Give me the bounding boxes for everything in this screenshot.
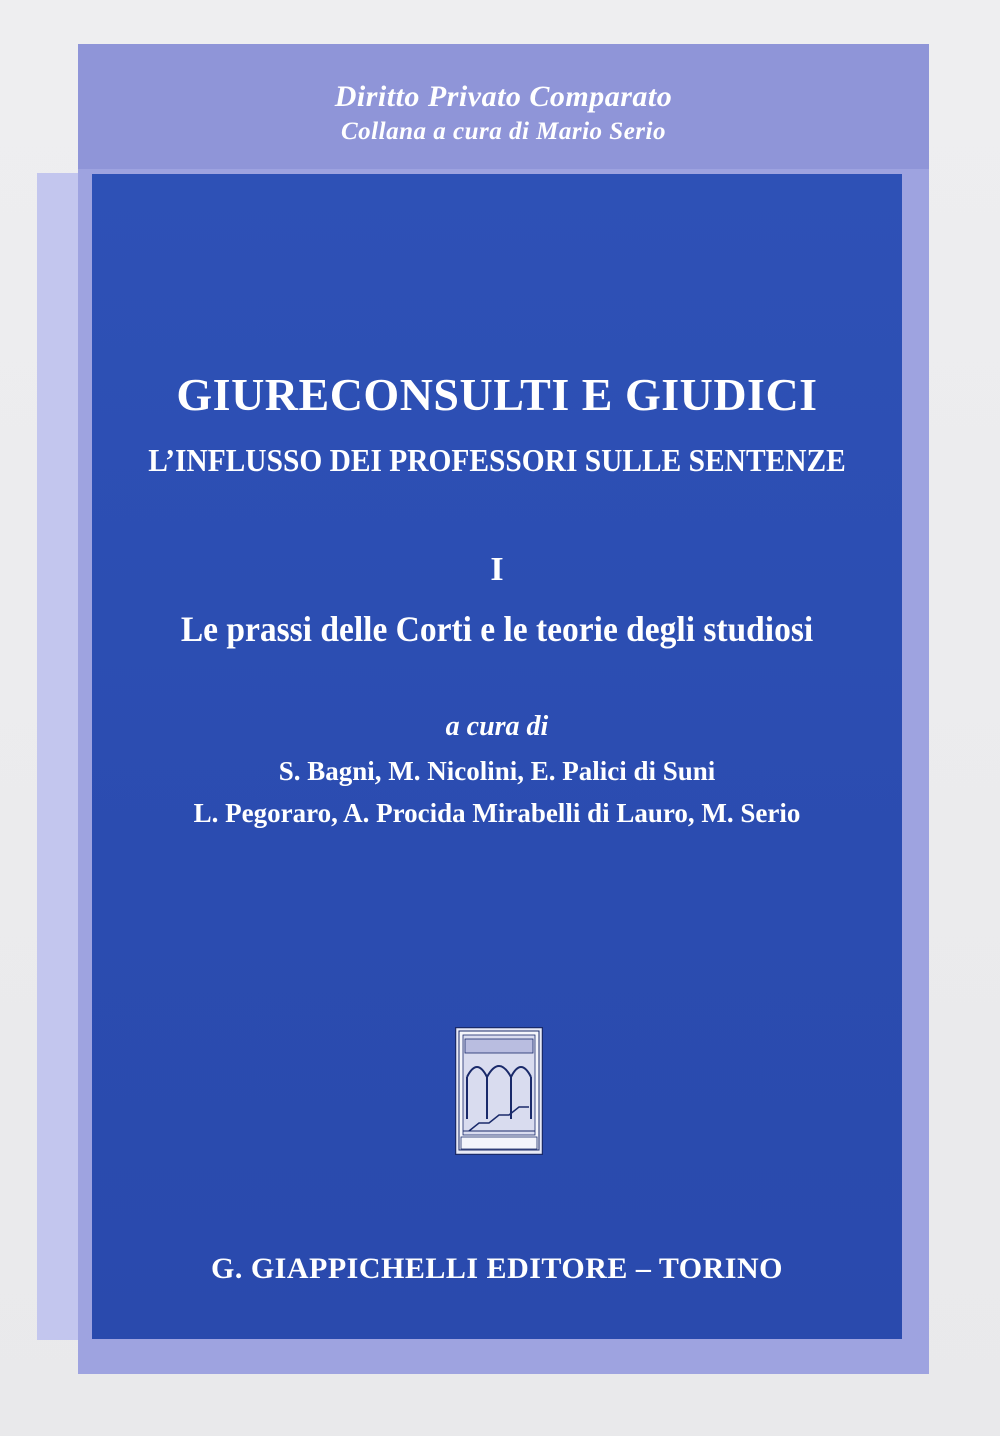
publisher-logo-icon — [455, 1027, 543, 1155]
editors-label: a cura di — [445, 711, 549, 742]
bottom-strip — [78, 1340, 929, 1374]
volume-number: I — [490, 551, 504, 588]
series-subtitle: Collana a cura di Mario Serio — [341, 118, 666, 145]
editors-line-2: L. Pegoraro, A. Procida Mirabelli di Lauro, M. Serio — [193, 798, 801, 828]
book-subtitle: L’INFLUSSO DEI PROFESSORI SULLE SENTENZE — [148, 442, 846, 478]
editors-line-1: S. Bagni, M. Nicolini, E. Palici di Suni — [278, 756, 716, 786]
volume-title: Le prassi delle Corti e le teorie degli studiosi — [180, 609, 814, 649]
series-title: Diritto Privato Comparato — [334, 80, 673, 113]
publisher-name: G. GIAPPICHELLI EDITORE – TORINO — [211, 1252, 783, 1285]
book-title: GIURECONSULTI E GIUDICI — [176, 369, 818, 420]
